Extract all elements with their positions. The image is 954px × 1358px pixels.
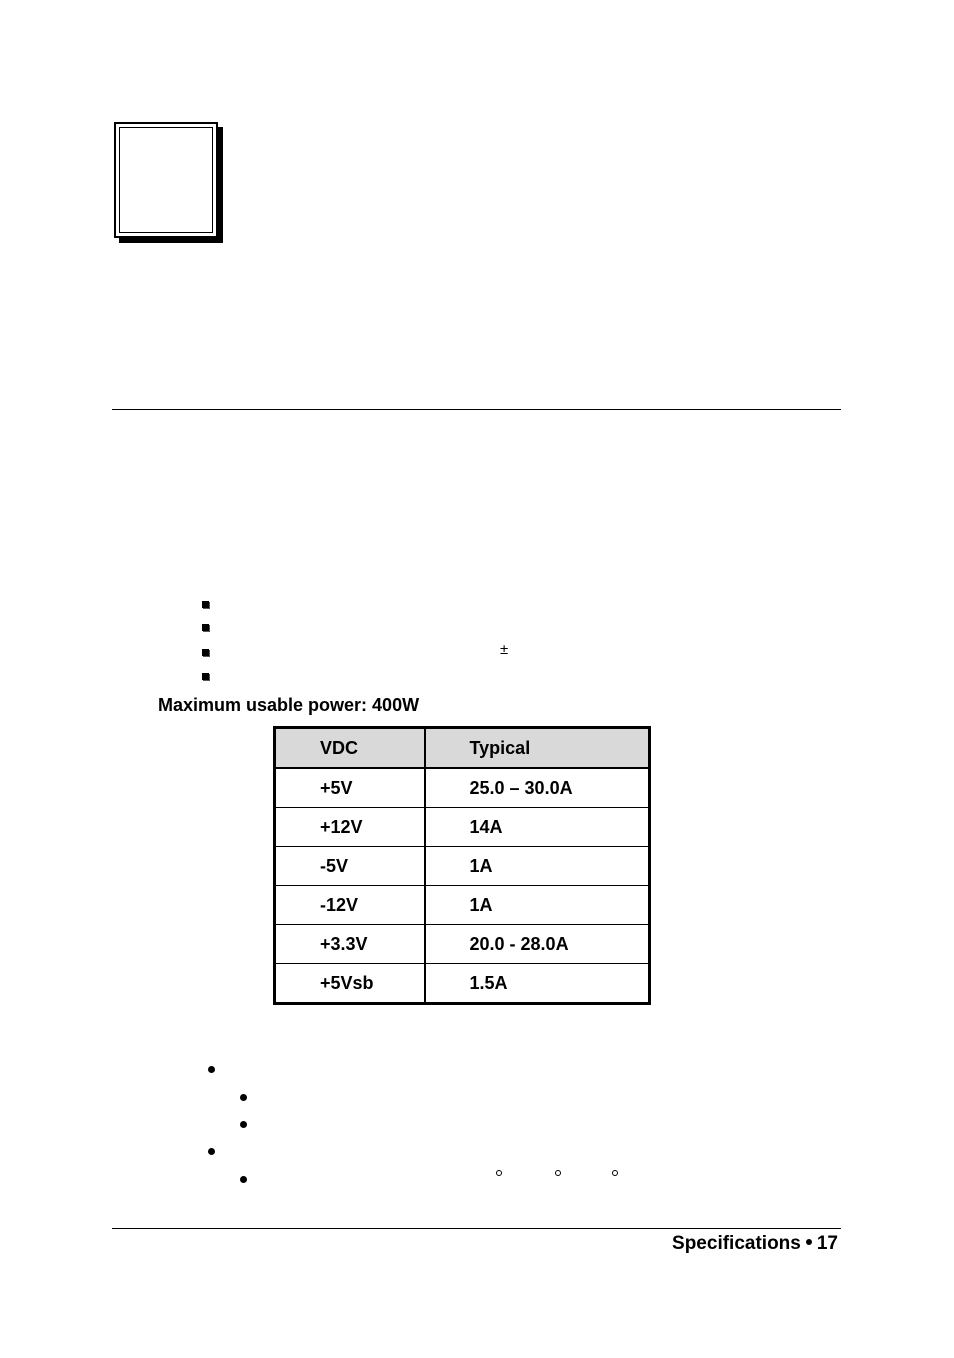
typical-cell: 20.0 - 28.0A: [425, 925, 650, 964]
typical-cell: 14A: [425, 808, 650, 847]
typical-cell: 1.5A: [425, 964, 650, 1004]
power-output-table: [273, 726, 651, 1005]
vdc-cell: -5V: [275, 847, 425, 886]
round-bullet-icon: [208, 1066, 215, 1073]
degree-symbol-icon: [555, 1170, 561, 1176]
table-row: [275, 925, 650, 964]
round-bullet-icon: [240, 1176, 247, 1183]
square-bullet-icon: [202, 601, 209, 608]
vdc-cell: +5V: [275, 768, 425, 808]
bullet-separator-icon: [806, 1239, 812, 1245]
table-header-row: [275, 728, 650, 769]
footer-section-name: Specifications: [672, 1233, 801, 1254]
column-header-vdc: VDC: [275, 728, 425, 769]
chapter-number-box-inner: [119, 127, 213, 233]
typical-cell: 25.0 – 30.0A: [425, 768, 650, 808]
chapter-number-box: [114, 122, 218, 238]
square-bullet-icon: [202, 624, 209, 631]
chapter-divider-top: [112, 409, 841, 410]
max-power-heading: Maximum usable power: 400W: [158, 695, 420, 715]
page-number: 17: [816, 1233, 838, 1254]
table-row: [275, 768, 650, 808]
table-row: [275, 964, 650, 1004]
page-footer: [672, 1233, 838, 1255]
round-bullet-icon: [240, 1094, 247, 1101]
vdc-cell: +5Vsb: [275, 964, 425, 1004]
table-row: [275, 847, 650, 886]
vdc-cell: +12V: [275, 808, 425, 847]
plus-minus-symbol: ±: [500, 641, 509, 658]
table-row: [275, 808, 650, 847]
square-bullet-icon: [202, 673, 209, 680]
typical-cell: 1A: [425, 847, 650, 886]
square-bullet-icon: [202, 649, 209, 656]
column-header-typical: Typical: [425, 728, 650, 769]
table-row: [275, 886, 650, 925]
vdc-cell: -12V: [275, 886, 425, 925]
typical-cell: 1A: [425, 886, 650, 925]
round-bullet-icon: [208, 1148, 215, 1155]
degree-symbol-icon: [496, 1170, 502, 1176]
degree-symbol-icon: [612, 1170, 618, 1176]
footer-divider: [112, 1228, 841, 1229]
vdc-cell: +3.3V: [275, 925, 425, 964]
round-bullet-icon: [240, 1121, 247, 1128]
